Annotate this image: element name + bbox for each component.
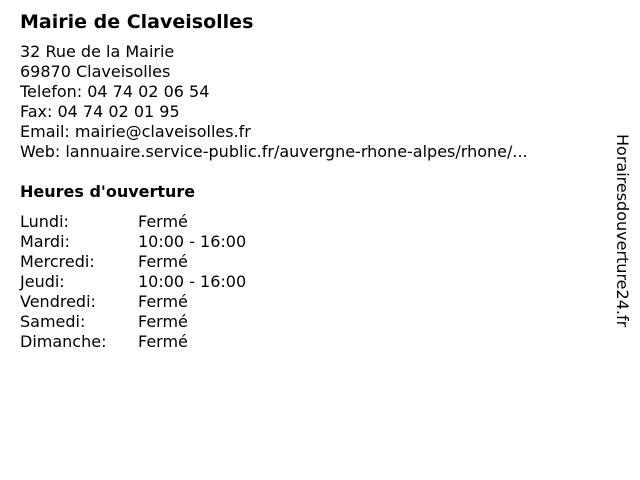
hours-row-sunday (20, 332, 600, 352)
hours-heading: Heures d'ouverture (20, 182, 196, 201)
fax-number: Fax: 04 74 02 01 95 (20, 102, 180, 121)
hours-row-wednesday (20, 252, 600, 272)
hours-time: 10:00 - 16:00 (138, 272, 247, 291)
address-street: 32 Rue de la Mairie (20, 42, 175, 61)
hours-time: Fermé (138, 212, 188, 231)
hours-time: 10:00 - 16:00 (138, 232, 247, 251)
hours-day: Lundi: (20, 212, 69, 231)
place-card (20, 10, 600, 352)
hours-day: Jeudi: (20, 272, 65, 291)
hours-row-friday (20, 292, 600, 312)
hours-time: Fermé (138, 292, 188, 311)
hours-day: Samedi: (20, 312, 86, 331)
hours-day: Mardi: (20, 232, 70, 251)
address-block (20, 42, 600, 162)
site-brand-vertical: Horairesdouverture24.fr (613, 134, 632, 328)
hours-time: Fermé (138, 312, 188, 331)
hours-time: Fermé (138, 332, 188, 351)
hours-day: Vendredi: (20, 292, 96, 311)
hours-table (20, 212, 600, 352)
hours-row-saturday (20, 312, 600, 332)
hours-row-thursday (20, 272, 600, 292)
phone-number[interactable]: Telefon: 04 74 02 06 54 (20, 82, 210, 101)
hours-row-tuesday (20, 232, 600, 252)
email-address[interactable]: Email: mairie@claveisolles.fr (20, 122, 251, 141)
hours-day: Dimanche: (20, 332, 107, 351)
hours-time: Fermé (138, 252, 188, 271)
website-link[interactable]: Web: lannuaire.service-public.fr/auvergne-rhone-alpes/rhone/... (20, 142, 528, 161)
address-city: 69870 Claveisolles (20, 62, 171, 81)
hours-row-monday (20, 212, 600, 232)
place-title: Mairie de Claveisolles (20, 11, 254, 33)
hours-day: Mercredi: (20, 252, 95, 271)
